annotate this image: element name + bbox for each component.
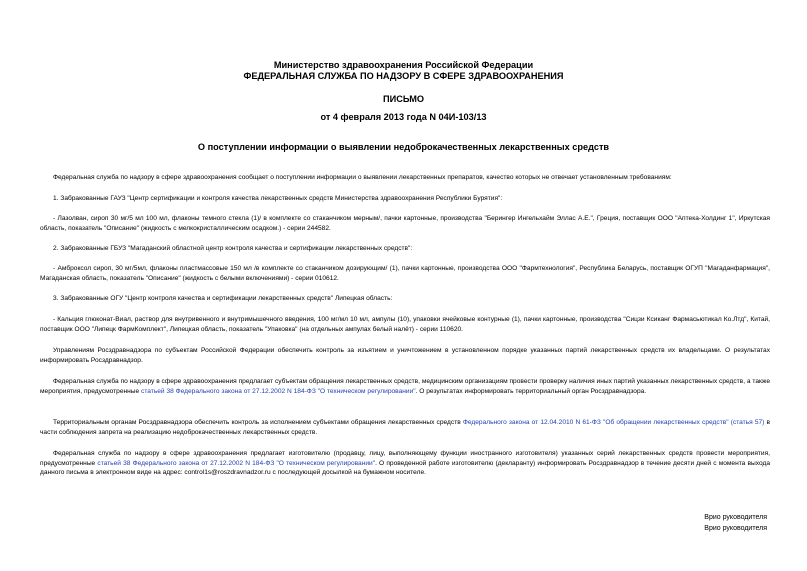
manufacturer-text-b: . О проведенной работе изготовителю (декларанту) информировать Росздравнадзор в течение десяти дней с момента выхода данного письма в электронном виде на адрес: control1s@roszdravnadzor.ru с последующей досылкой на бумажном носителе.	[40, 459, 770, 476]
subjects-text-b: . О результатах информировать территориальный орган Росздравнадзора.	[415, 387, 647, 395]
article38-link-2[interactable]: статьей 38 Федерального закона от 27.12.2002 N 184-ФЗ "О техническом регулировании"	[97, 459, 376, 467]
subjects-paragraph	[40, 377, 770, 396]
article38-link[interactable]: статьей 38 Федерального закона от 27.12.2002 N 184-ФЗ "О техническом регулировании"	[141, 387, 416, 395]
signature-line-2: Врио руководителя	[704, 525, 767, 532]
ministry-name: Министерство здравоохранения Российской Федерации	[273, 60, 534, 70]
item2-heading: 2. Забракованные ГБУЗ "Магаданский областной центр контроля качества и сертификации лекарственных средств":	[53, 245, 413, 252]
article57-link[interactable]: (статья 57)	[730, 419, 765, 426]
item2-body: - Амброксол сироп, 30 мг/5мл, флаконы пластмассовые 150 мл /в комплекте со стаканчиком дозирующим/ (1), пачки картонные, производства ООО "Фармтехнология", Республика Беларусь, поставщик ОГУП "Магаданфармация", Магаданская область, показатель "Описание" (жидкость с белыми включениями) - серии 010612.	[40, 265, 770, 282]
item1-body: - Лазолван, сироп 30 мг/5 мл 100 мл, флаконы темного стекла (1)/ в комплекте со стаканчиком мерным/, пачки картонные, производства "Берингер Ингельхайм Эллас А.Е.", Греция, поставщик ООО "Аптека-Холдинг 1", Иркутская область, показатель "Описание" (жидкость с мелкокристаллическим осадком.) - серии 244582.	[40, 215, 770, 232]
territorial-text-a: Территориальным органам Росздравнадзора обеспечить контроль за исполнением субъектами обращения лекарственных средств	[53, 419, 461, 426]
document-type: ПИСЬМО	[382, 94, 425, 104]
document-date-number: от 4 февраля 2013 года N 04И-103/13	[320, 112, 487, 122]
item3-body: - Кальция глюконат-Виал, раствор для внутривенного и внутримышечного введения, 100 мг/мл 10 мл, ампулы (10), упаковки ячейковые контурные (1), пачки картонные, производства "Сицзи Ксиканг Фармасьютикал Ко.Лтд", Китай, поставщик ООО "Липецк ФармКомплект", Липецкая область, показатель "Упаковка" (на отдельных ампулах белый налёт) - серии 110620.	[40, 316, 770, 333]
manufacturer-paragraph	[40, 449, 770, 478]
intro-paragraph: Федеральная служба по надзору в сфере здравоохранения сообщает о поступлении информации о выявлении лекарственных препаратов, качество которых не отвечает установленным требованиям:	[53, 174, 672, 181]
territorial-paragraph	[40, 418, 770, 437]
law61-link[interactable]: Федерального закона от 12.04.2010 N 61-ФЗ "Об обращении лекарственных средств"	[462, 419, 729, 426]
item3-heading: 3. Забракованные ОГУ "Центр контроля качества и сертификации лекарственных средств" Липецкая область:	[53, 295, 393, 302]
control-paragraph: Управлениям Росздравнадзора по субъектам Российской Федерации обеспечить контроль за изъятием и уничтожением в установленном порядке указанных партий лекарственных средств их владельцами. О результатах информировать Росздравнадзор.	[40, 347, 770, 364]
item1-heading: 1. Забракованные ГАУЗ "Центр сертификации и контроля качества лекарственных средств Министерства здравоохранения Республики Бурятия":	[53, 195, 503, 202]
manufacturer-text-a: Федеральная служба по надзору в сфере здравоохранения предлагает изготовителю (продавцу, лицу, выполняющему функции иностранного изготовителя) указанных серий лекарственных средств провести мероприятия, предусмотренные	[40, 450, 770, 467]
territorial-text-b: в части соблюдения запрета на реализацию недоброкачественных лекарственных средств.	[40, 419, 770, 436]
service-name: ФЕДЕРАЛЬНАЯ СЛУЖБА ПО НАДЗОРУ В СФЕРЕ ЗДРАВООХРАНЕНИЯ	[243, 71, 564, 81]
subjects-text-a: Федеральная служба по надзору в сфере здравоохранения предлагает субъектам обращения лекарственных средств, медицинским организациям провести проверку наличия иных партий указанных лекарственных средств, а также мероприятия, предусмотренные	[40, 378, 770, 395]
document-title: О поступлении информации о выявлении недоброкачественных лекарственных средств	[197, 142, 610, 152]
signature-block	[704, 512, 767, 534]
signature-line-1: Врио руководителя	[704, 514, 767, 521]
